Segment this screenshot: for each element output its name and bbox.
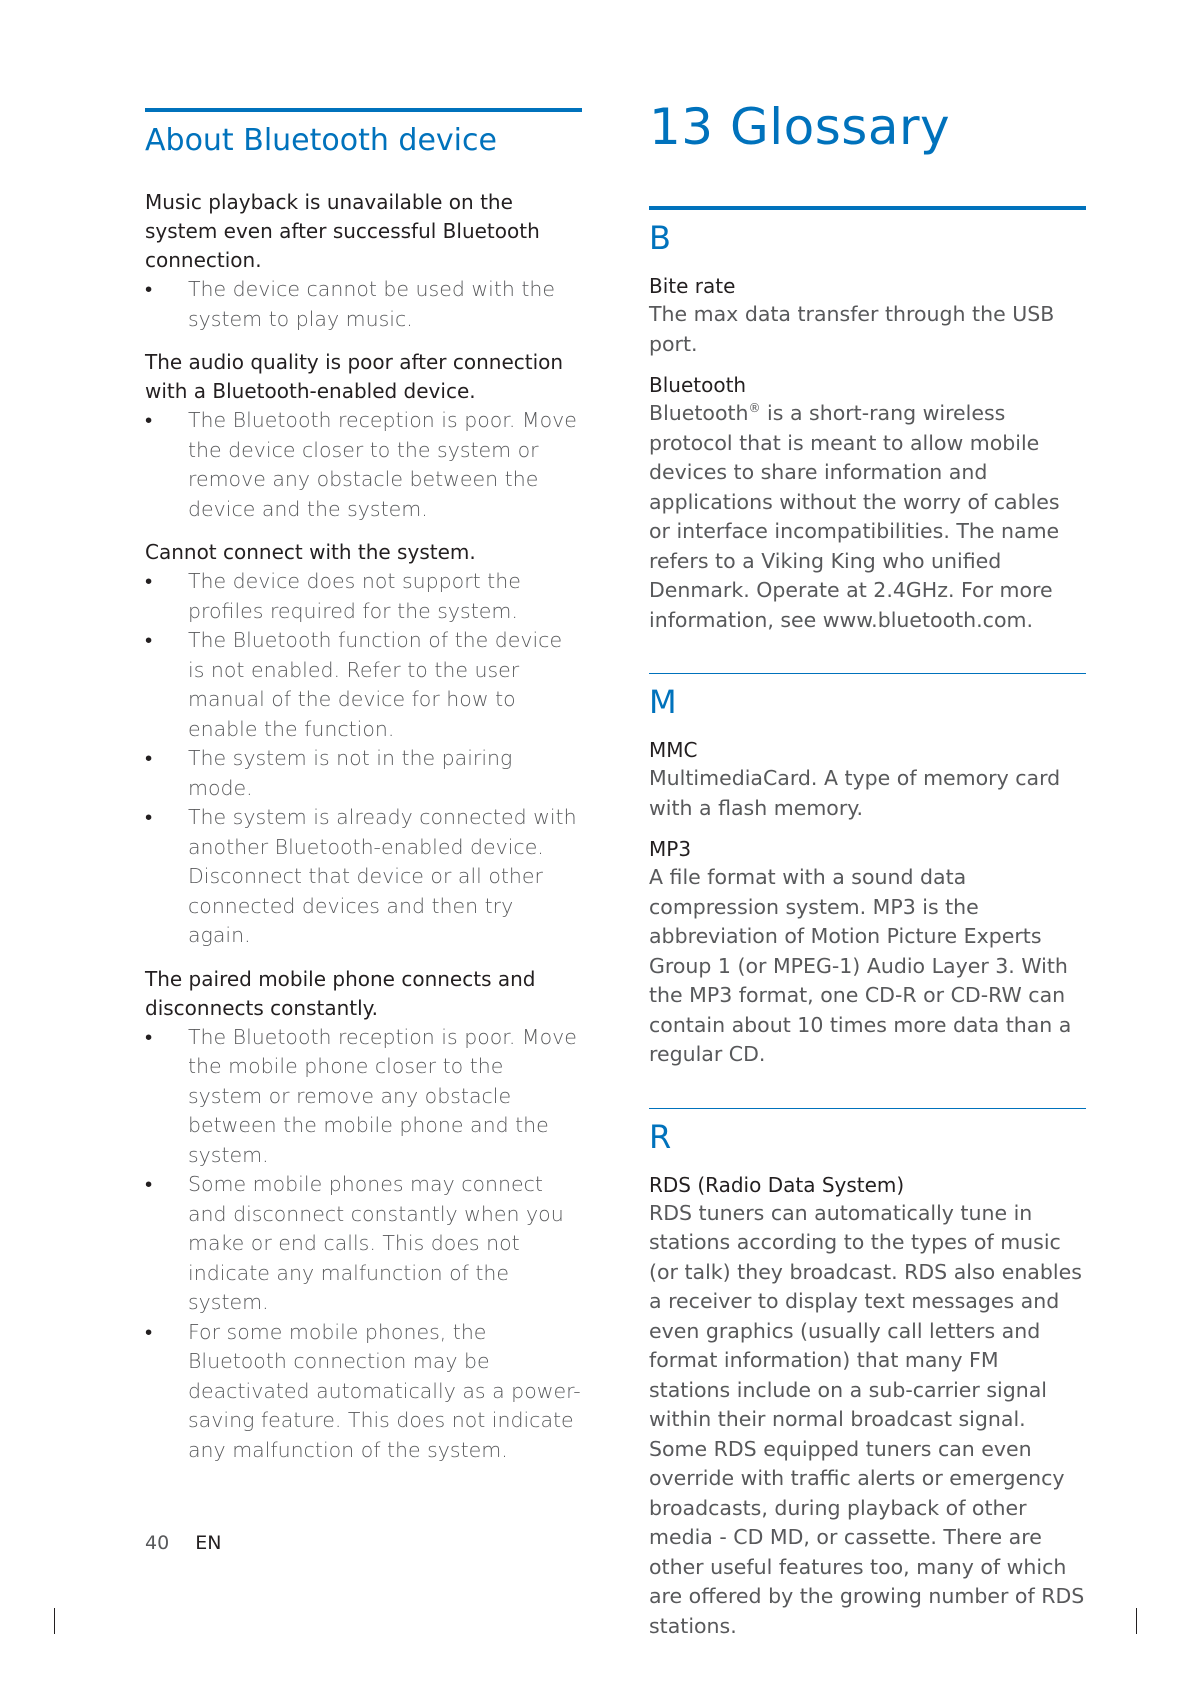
glossary-letter-b: B <box>649 219 671 257</box>
glossary-definition: RDS tuners can automatically tune in stations according to the types of music (or talk) they broadcast. RDS also enables a receiver to display text messages and even graphics (usually call letters and format information) that many FM stations include on a sub-carrier signal within their normal broadcast signal. Some RDS equipped tuners can even override with traffic alerts or emergency broadcasts, during playback of other media - CD MD, or cassette. There are other useful features too, many of which are offered by the growing number of RDS stations. <box>649 1200 1085 1638</box>
bullet-glyph: • <box>145 805 153 829</box>
bullet-glyph: • <box>145 1172 153 1196</box>
issue-question: Music playback is unavailable on the system even after successful Bluetooth connection. <box>145 190 540 272</box>
glossary-term: MP3 <box>649 837 692 861</box>
issue-bullets <box>145 1023 582 1466</box>
bullet-item <box>145 275 582 334</box>
bullet-item <box>145 744 582 803</box>
page-footer <box>145 1531 221 1555</box>
glossary-term: Bite rate <box>649 274 736 298</box>
issue-question: The paired mobile phone connects and disconnects constantly. <box>145 966 536 1020</box>
issue <box>145 188 582 334</box>
bullet-text: The Bluetooth function of the device is not enabled. Refer to the user manual of the device for how to enable the function. <box>188 628 563 741</box>
bullet-text: The Bluetooth reception is poor. Move the mobile phone closer to the system or remove any obstacle between the mobile phone and the system. <box>188 1024 577 1167</box>
section-rule <box>145 108 582 112</box>
bullet-glyph: • <box>145 746 153 770</box>
bullet-text: The device does not support the profiles required for the system. <box>188 569 521 623</box>
glossary-definition: MultimediaCard. A type of memory card with a flash memory. <box>649 766 1061 820</box>
bullet-glyph: • <box>145 569 153 593</box>
bullet-glyph: • <box>145 1319 153 1344</box>
bullet-glyph: • <box>145 408 153 432</box>
glossary-definition <box>649 399 1086 635</box>
glossary-definition: The max data transfer through the USB port. <box>649 302 1055 356</box>
bullet-text: Some mobile phones may connect and disconnect constantly when you make or end calls. This does not indicate any malfunction of the system. <box>188 1172 564 1314</box>
chapter-title: 13 Glossary <box>649 98 951 156</box>
bullet-item <box>145 1170 582 1318</box>
bullet-item <box>145 803 582 951</box>
bullet-item <box>145 567 582 626</box>
issue-bullets <box>145 275 582 334</box>
bullet-glyph: • <box>145 1024 153 1049</box>
definition-rest: is a short-rang wireless protocol that is meant to allow mobile devices to share information and applications without the worry of cables or interface incompatibilities. The name refers to a Viking King who unified Denmark. Operate at 2.4GHz. For more information, see www.bluetooth.com. <box>649 401 1060 632</box>
issue <box>145 965 582 1466</box>
issue-bullets <box>145 406 582 524</box>
issue <box>145 348 582 524</box>
glossary-term: Bluetooth <box>649 373 747 397</box>
crop-mark-right <box>1136 1608 1137 1634</box>
issue-question: The audio quality is poor after connection with a Bluetooth-enabled device. <box>145 350 564 403</box>
glossary-definition: A file format with a sound data compression system. MP3 is the abbreviation of Motion Picture Experts Group 1 (or MPEG-1) Audio Layer 3. With the MP3 format, one CD-R or CD-RW can contain about 10 times more data than a regular CD. <box>649 865 1072 1066</box>
bullet-item <box>145 626 582 744</box>
letter-rule <box>649 206 1086 210</box>
bullet-item <box>145 1023 582 1171</box>
definition-word: Bluetooth <box>649 401 749 425</box>
glossary-letter-r: R <box>649 1117 672 1156</box>
bullet-glyph: • <box>145 277 153 301</box>
glossary-letter-m: M <box>649 683 677 721</box>
language-code: EN <box>195 1532 222 1554</box>
registered-mark: ® <box>748 401 761 416</box>
issue-bullets <box>145 567 582 951</box>
letter-rule <box>649 1108 1086 1109</box>
issue-question: Cannot connect with the system. <box>145 540 476 564</box>
glossary-term: RDS (Radio Data System) <box>649 1172 905 1197</box>
bullet-text: The Bluetooth reception is poor. Move the device closer to the system or remove any obstacle between the device and the system. <box>188 408 577 521</box>
section-title: About Bluetooth device <box>145 123 497 158</box>
bullet-glyph: • <box>145 628 153 652</box>
glossary-column <box>649 95 1086 1641</box>
bullet-text: The system is not in the pairing mode. <box>188 746 513 800</box>
bullet-item <box>145 406 582 524</box>
troubleshooting-column <box>145 108 582 1465</box>
page-number: 40 <box>145 1532 170 1554</box>
letter-rule <box>649 673 1086 674</box>
bullet-item <box>145 1318 582 1466</box>
crop-mark-left <box>54 1608 55 1634</box>
bullet-text: The system is already connected with another Bluetooth-enabled device. Disconnect that device or all other connected devices and then try again. <box>188 805 577 947</box>
bullet-text: The device cannot be used with the system to play music. <box>188 277 556 331</box>
glossary-term: MMC <box>649 738 698 762</box>
bullet-text: For some mobile phones, the Bluetooth connection may be deactivated automatically as a power-saving feature. This does not indicate any malfunction of the system. <box>188 1319 581 1462</box>
issue <box>145 538 582 951</box>
